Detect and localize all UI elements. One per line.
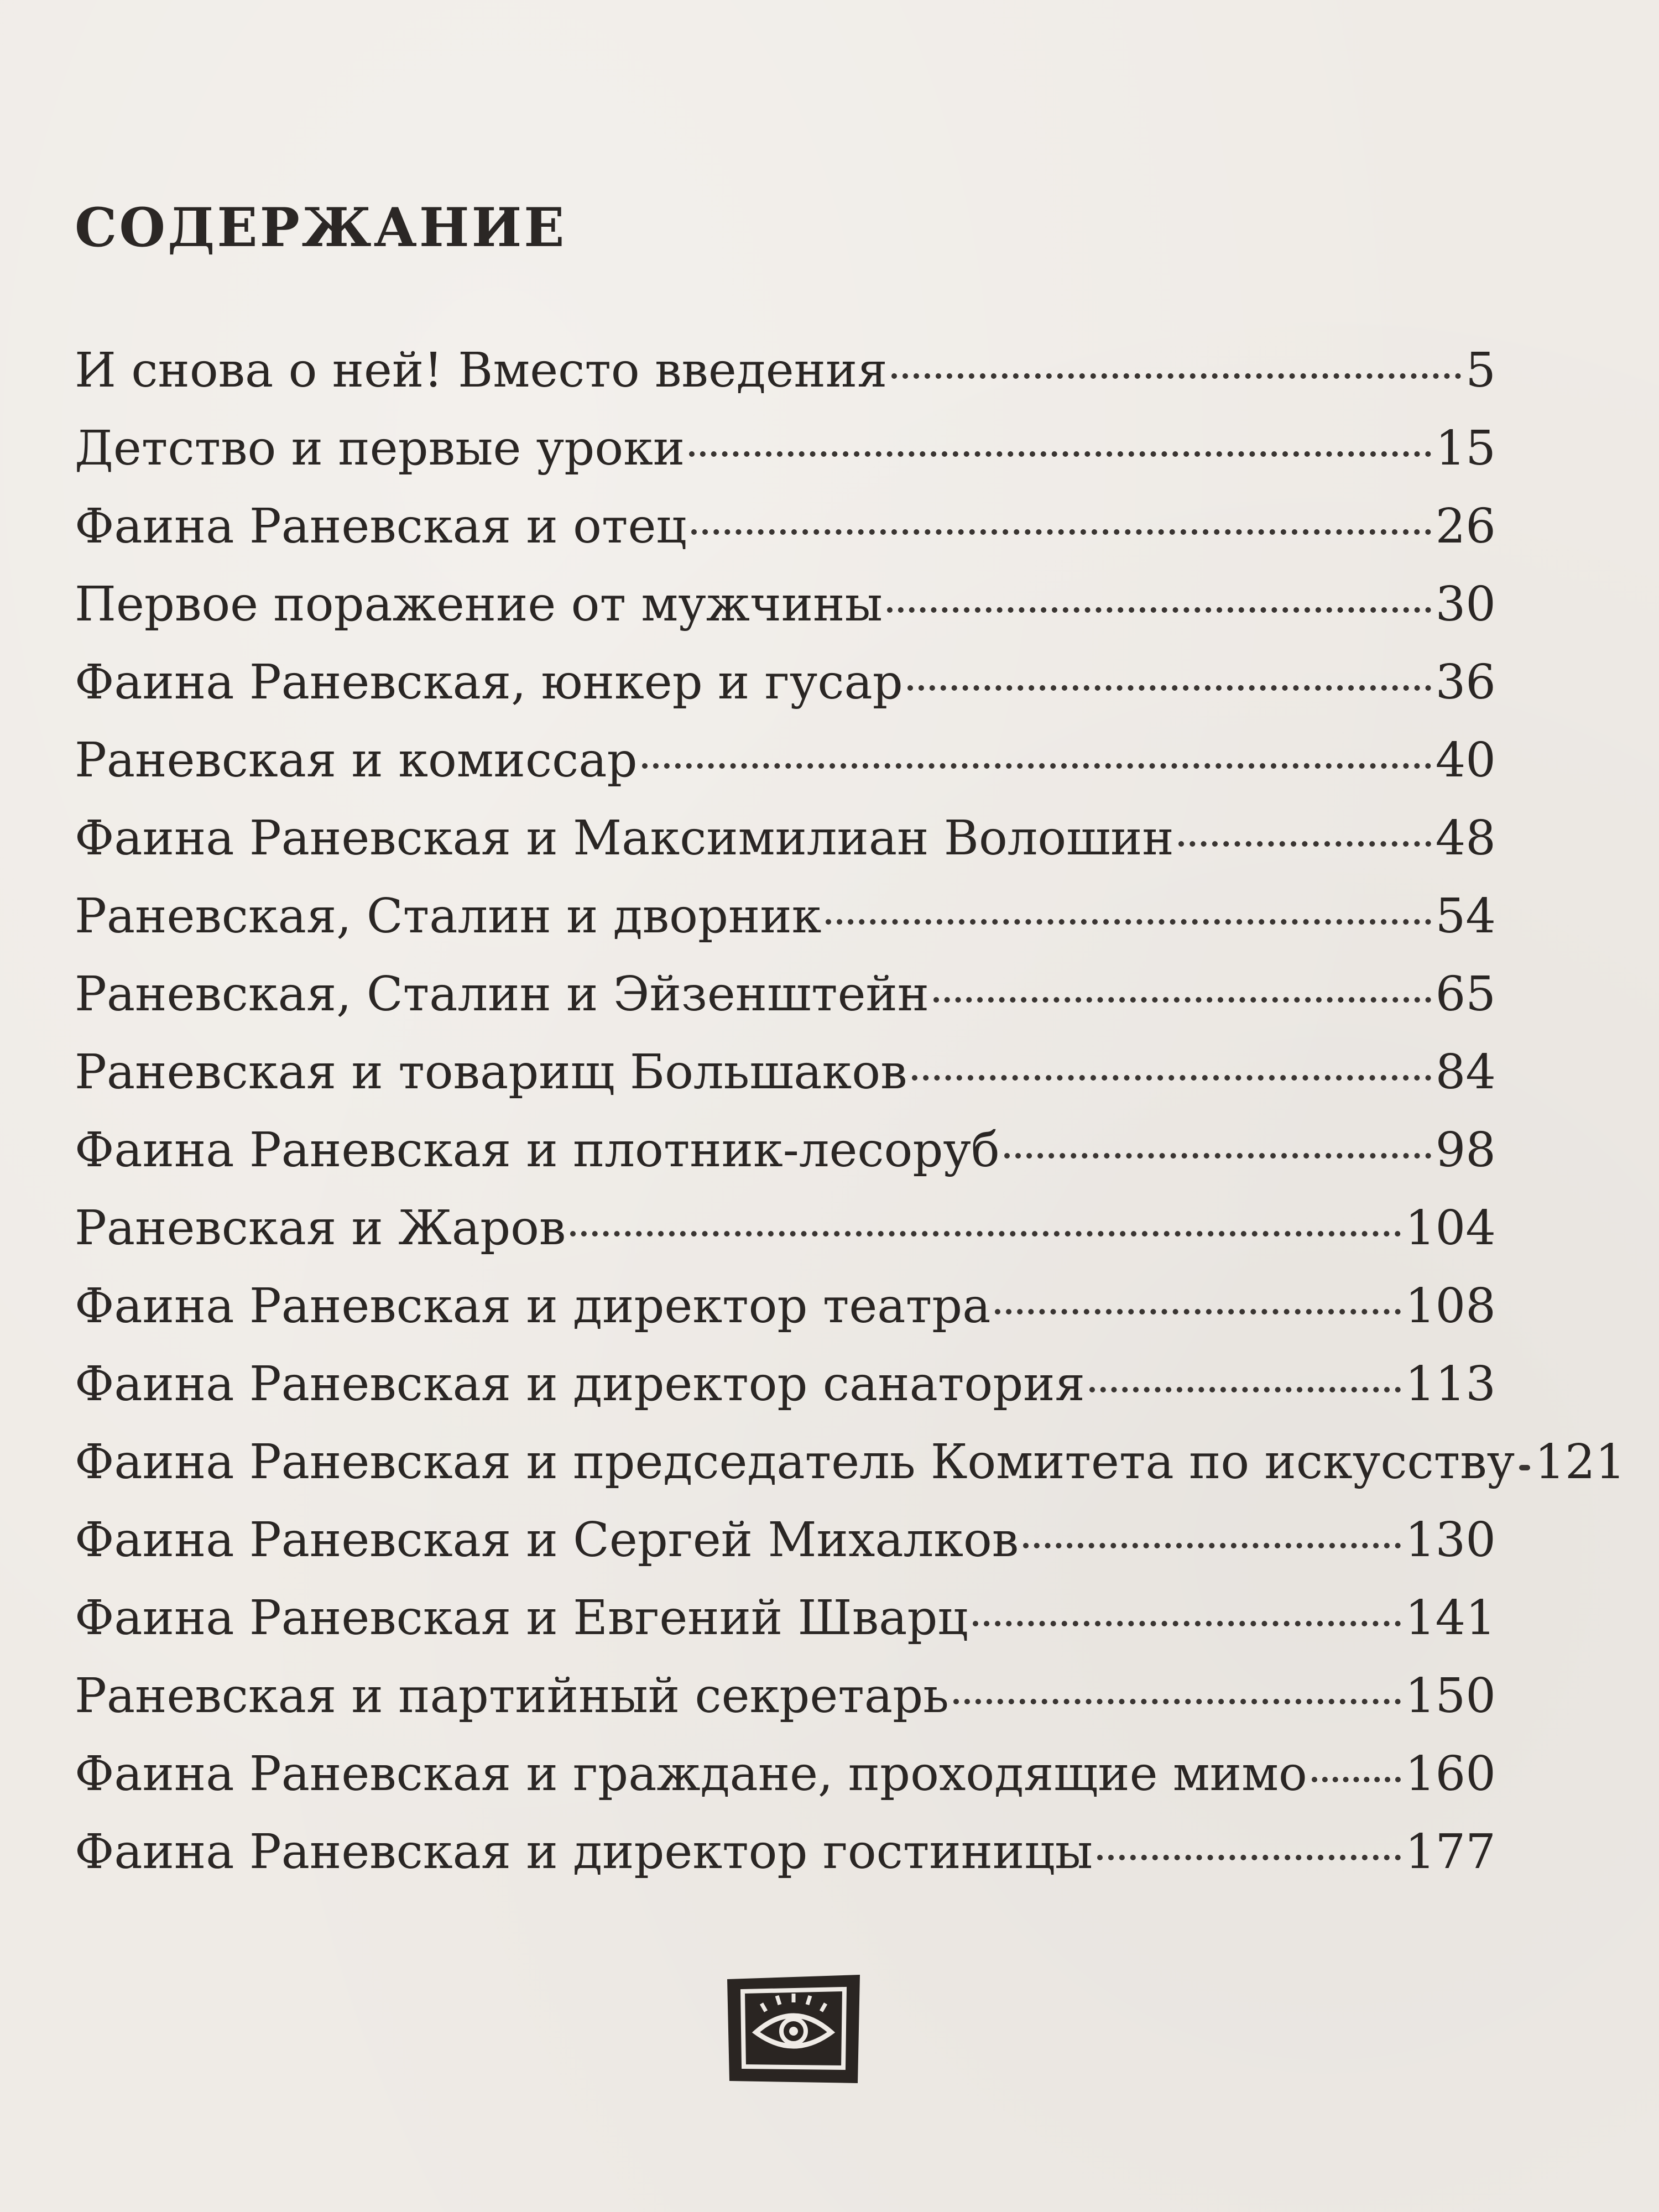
toc-entry-page: 160 [1405,1746,1496,1802]
toc-entry [75,1267,1496,1345]
dot-leader [953,1699,1401,1704]
dot-leader [1023,1543,1401,1548]
toc-entry-page: 15 [1435,421,1496,476]
toc-entry-title: Раневская и комиссар [75,733,638,788]
dot-leader [642,763,1431,769]
toc-entry-title: Фаина Раневская и председатель Комитета по искусству [75,1434,1515,1490]
toc-entry-title: Раневская и товарищ Большаков [75,1045,907,1100]
dot-leader [826,919,1431,925]
toc-entry-title: Фаина Раневская и плотник-лесоруб [75,1123,1000,1178]
toc-entry-page: 141 [1405,1590,1496,1646]
dot-leader [887,607,1431,613]
dot-leader [891,373,1461,379]
toc-entry [75,1501,1496,1579]
dot-leader [1089,1387,1401,1392]
toc-entry-title: Детство и первые уроки [75,421,685,476]
dot-leader [691,529,1431,535]
eye-logo-icon [722,1971,865,2088]
toc-entry-page: 84 [1435,1045,1496,1100]
toc-entry-page: 30 [1435,577,1496,632]
toc-entry-title: Раневская и Жаров [75,1201,566,1256]
toc-entry-page: 150 [1405,1668,1496,1724]
toc-entry-page: 104 [1405,1201,1496,1256]
toc-entry-title: Раневская, Сталин и Эйзенштейн [75,967,930,1022]
toc-entry-title: Фаина Раневская и Максимилиан Волошин [75,811,1174,866]
toc-entry-page: 48 [1435,811,1496,866]
toc-entry-page: 130 [1405,1512,1496,1568]
toc-entry [75,722,1496,800]
toc-entry-title: Фаина Раневская и директор гостиницы [75,1824,1093,1880]
dot-leader [907,685,1431,691]
toc-entry [75,1345,1496,1423]
toc-entry [75,1813,1496,1891]
dot-leader [570,1231,1400,1237]
toc-entry-page: 108 [1405,1279,1496,1334]
dot-leader [933,997,1431,1003]
toc-entry-title: Фаина Раневская и директор санатория [75,1357,1085,1412]
toc-entry [75,956,1496,1034]
toc-entry-title: Фаина Раневская и Сергей Михалков [75,1512,1019,1568]
dot-leader [1097,1855,1401,1860]
toc-entry-title: Фаина Раневская и граждане, проходящие мимо [75,1746,1307,1802]
toc-entry [75,1034,1496,1112]
toc-entry-page: 113 [1405,1357,1496,1412]
toc-entry-page: 54 [1435,889,1496,944]
dot-leader [1519,1465,1530,1470]
contents-heading: СОДЕРЖАНИЕ [75,196,567,259]
toc-entry [75,332,1496,410]
dot-leader [689,451,1431,457]
toc-entry-page: 5 [1465,343,1496,398]
toc-entry [75,1423,1626,1501]
toc-entry-page: 36 [1435,655,1496,710]
toc-entry-title: Раневская и партийный секретарь [75,1668,949,1724]
table-of-contents [75,332,1626,1891]
toc-entry-page: 121 [1535,1434,1626,1490]
toc-entry [75,410,1496,488]
toc-entry [75,1735,1496,1813]
toc-entry [75,800,1496,878]
toc-entry-page: 40 [1435,733,1496,788]
toc-entry-title: Раневская, Сталин и дворник [75,889,822,944]
toc-entry [75,1190,1496,1267]
toc-entry-page: 98 [1435,1123,1496,1178]
toc-entry-title: Фаина Раневская и директор театра [75,1279,991,1334]
toc-entry-title: Первое поражение от мужчины [75,577,883,632]
dot-leader [1178,841,1431,847]
toc-entry [75,644,1496,722]
toc-entry [75,1657,1496,1735]
toc-entry [75,1579,1496,1657]
toc-entry-title: Фаина Раневская и отец [75,499,687,554]
toc-entry [75,488,1496,566]
logo-eye-pupil [789,2027,798,2036]
toc-entry [75,566,1496,644]
toc-entry-page: 26 [1435,499,1496,554]
toc-entry-page: 65 [1435,967,1496,1022]
toc-entry-title: И снова о ней! Вместо введения [75,343,888,398]
dot-leader [995,1309,1400,1314]
toc-entry-title: Фаина Раневская, юнкер и гусар [75,655,903,710]
dot-leader [973,1621,1401,1626]
toc-entry-title: Фаина Раневская и Евгений Шварц [75,1590,968,1646]
toc-entry [75,1112,1496,1190]
dot-leader [912,1075,1431,1081]
toc-entry-page: 177 [1405,1824,1496,1880]
dot-leader [1004,1153,1431,1159]
toc-entry [75,878,1496,956]
dot-leader [1312,1777,1401,1782]
